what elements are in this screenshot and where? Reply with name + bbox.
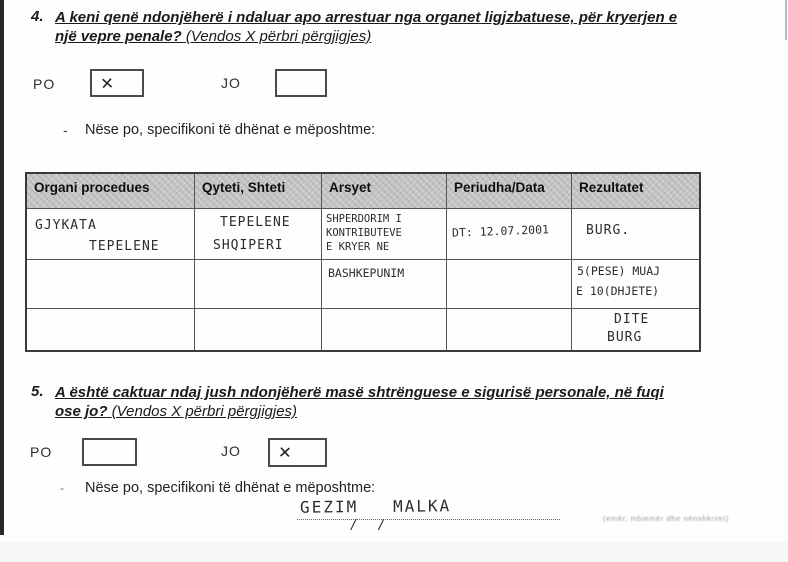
- table-cell-organi-r3: [27, 309, 195, 350]
- handwritten-text: BURG: [607, 330, 643, 345]
- question-5-line1: A është caktuar ndaj jush ndonjëherë masë shtrënguese e sigurisë personale, në fuqi: [55, 384, 664, 401]
- q4-jo-checkbox[interactable]: [275, 69, 327, 97]
- scan-edge-artifact: [785, 0, 787, 40]
- q5-jo-x-mark: ✕: [278, 438, 292, 464]
- table-cell-qyteti-r1: [195, 209, 322, 260]
- table-cell-arsyet-r1: [322, 209, 447, 260]
- table-cell-qyteti-r2: [195, 260, 322, 309]
- q4-po-label: PO: [33, 76, 56, 92]
- handwritten-text: KONTRIBUTEVE: [326, 227, 402, 239]
- question-5-number: 5.: [31, 383, 44, 400]
- table-cell-periudha-r3: [447, 309, 572, 350]
- table-header-arsyet: Arsyet: [322, 174, 447, 209]
- table-cell-periudha-r1: [447, 209, 572, 260]
- scan-edge-artifact: [0, 0, 4, 535]
- q5-po-checkbox[interactable]: [82, 438, 137, 466]
- table-cell-qyteti-r3: [195, 309, 322, 350]
- handwritten-text: SHQIPERI: [213, 238, 284, 253]
- q4-followup-dash: -: [63, 122, 68, 138]
- question-5-hint: (Vendos X përbri përgjigjes): [111, 403, 298, 420]
- handwritten-text: E 10(DHJETE): [576, 284, 660, 298]
- handwritten-text: BURG.: [586, 223, 631, 238]
- q4-followup-text: Nëse po, specifikoni të dhënat e mëposhtme:: [85, 122, 376, 138]
- question-5-text: [55, 383, 780, 421]
- handwritten-text: GJYKATA: [35, 218, 97, 233]
- q4-po-x-mark: ✕: [100, 69, 114, 95]
- q4-po-checkbox[interactable]: [90, 69, 144, 97]
- q4-jo-label: JO: [221, 75, 241, 91]
- scan-edge-artifact: [0, 542, 788, 562]
- handwritten-text: 5(PESE) MUAJ: [577, 264, 661, 278]
- table-cell-rezultatet-r1: [572, 209, 699, 260]
- handwritten-text: DITE: [614, 312, 650, 327]
- signature-slashes: / /: [350, 518, 392, 533]
- signature-note: (emër, mbiemër dhe nënshkrimi): [603, 514, 729, 523]
- table-header-rezultatet: Rezultatet: [572, 174, 699, 209]
- table-cell-rezultatet-r3: [572, 309, 699, 350]
- table-cell-rezultatet-r2: [572, 260, 699, 309]
- arrest-details-table: [25, 172, 701, 352]
- table-cell-organi-r1: [27, 209, 195, 260]
- question-4-line2: një vepre penale?: [55, 28, 186, 45]
- table-cell-periudha-r2: [447, 260, 572, 309]
- table-header-qyteti: Qyteti, Shteti: [195, 174, 322, 209]
- q5-jo-checkbox[interactable]: [268, 438, 327, 467]
- handwritten-text: TEPELENE: [89, 239, 160, 254]
- question-4-hint: (Vendos X përbri përgjigjes): [185, 28, 372, 45]
- q5-po-label: PO: [30, 444, 53, 460]
- handwritten-text: TEPELENE: [220, 215, 291, 230]
- question-4-number: 4.: [31, 8, 44, 25]
- table-header-organi: Organi procedues: [27, 174, 195, 209]
- handwritten-text: SHPERDORIM I: [326, 213, 402, 225]
- question-4-line1: A keni qenë ndonjëherë i ndaluar apo arrestuar nga organet ligjzbatuese, për kryerjen e: [55, 9, 678, 26]
- question-5-line2: ose jo?: [55, 403, 112, 420]
- q5-followup-dash: -: [60, 481, 64, 495]
- q5-jo-label: JO: [221, 443, 241, 459]
- question-4-text: [55, 8, 780, 46]
- handwritten-text: BASHKEPUNIM: [328, 266, 405, 280]
- table-cell-arsyet-r2: [322, 260, 447, 309]
- table-cell-organi-r2: [27, 260, 195, 309]
- handwritten-text: E KRYER NE: [326, 241, 390, 253]
- signature-name: GEZIM MALKA: [299, 496, 452, 517]
- table-header-periudha: Periudha/Data: [447, 174, 572, 209]
- table-cell-arsyet-r3: [322, 309, 447, 350]
- q5-followup-text: Nëse po, specifikoni të dhënat e mëposhtme:: [85, 480, 376, 496]
- handwritten-text: DT: 12.07.2001: [451, 222, 550, 240]
